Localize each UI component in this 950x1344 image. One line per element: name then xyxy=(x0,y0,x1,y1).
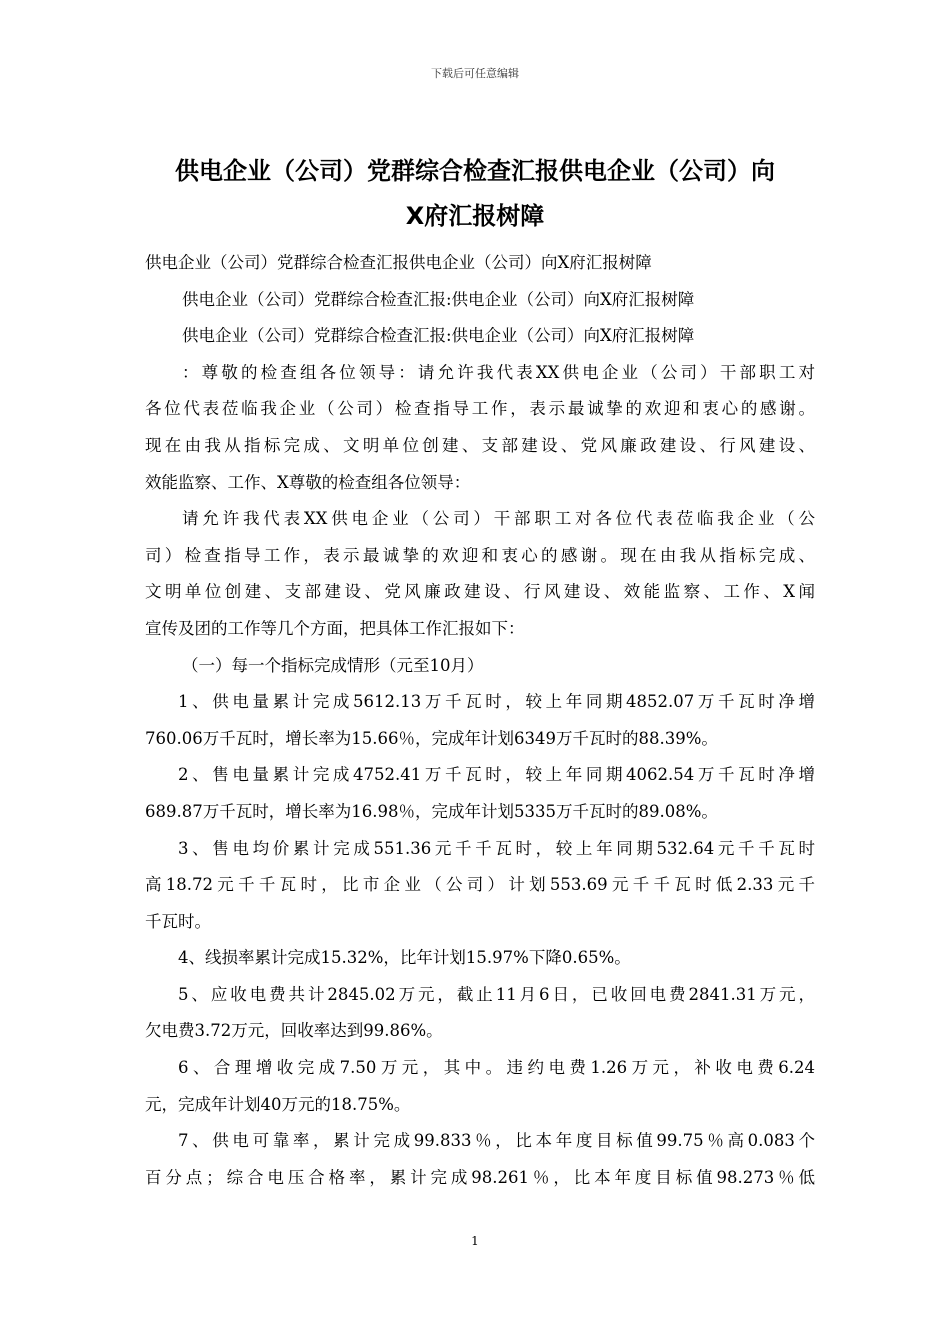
document-title-line-2: X府汇报树障 xyxy=(405,202,545,230)
body-line: 供电企业（公司）党群综合检查汇报:供电企业（公司）向X府汇报树障 xyxy=(182,326,695,346)
header-note: 下载后可任意编辑 xyxy=(431,67,519,80)
body-line: 2、售电量累计完成4752.41万千瓦时，较上年同期4062.54万千瓦时净增 xyxy=(178,765,815,785)
body-line: 各位代表莅临我企业（公司）检查指导工作，表示最诚挚的欢迎和衷心的感谢。 xyxy=(145,399,815,419)
body-line: 司）检查指导工作，表示最诚挚的欢迎和衷心的感谢。现在由我从指标完成、 xyxy=(145,545,815,565)
body-line: 百分点；综合电压合格率，累计完成98.261％，比本年度目标值98.273％低 xyxy=(145,1167,815,1187)
body-line: 供电企业（公司）党群综合检查汇报:供电企业（公司）向X府汇报树障 xyxy=(182,289,695,309)
body-line: 760.06万千瓦时，增长率为15.66％，完成年计划6349万千瓦时的88.39%。 xyxy=(145,728,718,748)
body-line: 元，完成年计划40万元的18.75%。 xyxy=(145,1094,411,1114)
body-line: 3、售电均价累计完成551.36元千千瓦时，较上年同期532.64元千千瓦时 xyxy=(178,838,815,858)
document-title-line-1: 供电企业（公司）党群综合检查汇报供电企业（公司）向 xyxy=(175,157,775,185)
body-line: 现在由我从指标完成、文明单位创建、支部建设、党风廉政建设、行风建设、 xyxy=(145,435,815,455)
body-line: 1、供电量累计完成5612.13万千瓦时，较上年同期4852.07万千瓦时净增 xyxy=(178,692,815,712)
body-line: 宣传及团的工作等几个方面，把具体工作汇报如下： xyxy=(145,618,525,638)
body-line: ：尊敬的检查组各位领导：请允许我代表XX供电企业（公司）干部职工对 xyxy=(182,362,815,382)
body-line: 供电企业（公司）党群综合检查汇报供电企业（公司）向X府汇报树障 xyxy=(145,253,652,272)
body-line: 689.87万千瓦时，增长率为16.98％，完成年计划5335万千瓦时的89.08%。 xyxy=(145,801,718,821)
body-line: 5、应收电费共计2845.02万元，截止11月6日，已收回电费2841.31万元， xyxy=(178,984,815,1004)
body-line: 高18.72元千千瓦时，比市企业（公司）计划553.69元千千瓦时低2.33元千 xyxy=(145,875,815,895)
body-line: 欠电费3.72万元，回收率达到99.86%。 xyxy=(145,1021,443,1041)
body-line: 4、线损率累计完成15.32%，比年计划15.97%下降0.65%。 xyxy=(178,948,631,968)
page-number: 1 xyxy=(471,1234,479,1248)
body-line: 7、供电可靠率，累计完成99.833％，比本年度目标值99.75％高0.083个 xyxy=(178,1131,815,1151)
body-line: 文明单位创建、支部建设、党风廉政建设、行风建设、效能监察、工作、X闻 xyxy=(145,582,815,602)
body-line: 效能监察、工作、X尊敬的检查组各位领导： xyxy=(145,472,471,492)
document-body xyxy=(145,245,815,1196)
section-heading: （一）每一个指标完成情形（元至10月） xyxy=(182,655,484,675)
body-line: 请允许我代表XX供电企业（公司）干部职工对各位代表莅临我企业（公 xyxy=(182,509,815,529)
body-line: 6、合理增收完成7.50万元，其中。违约电费1.26万元，补收电费6.24 xyxy=(178,1058,815,1078)
body-line: 千瓦时。 xyxy=(145,911,211,931)
